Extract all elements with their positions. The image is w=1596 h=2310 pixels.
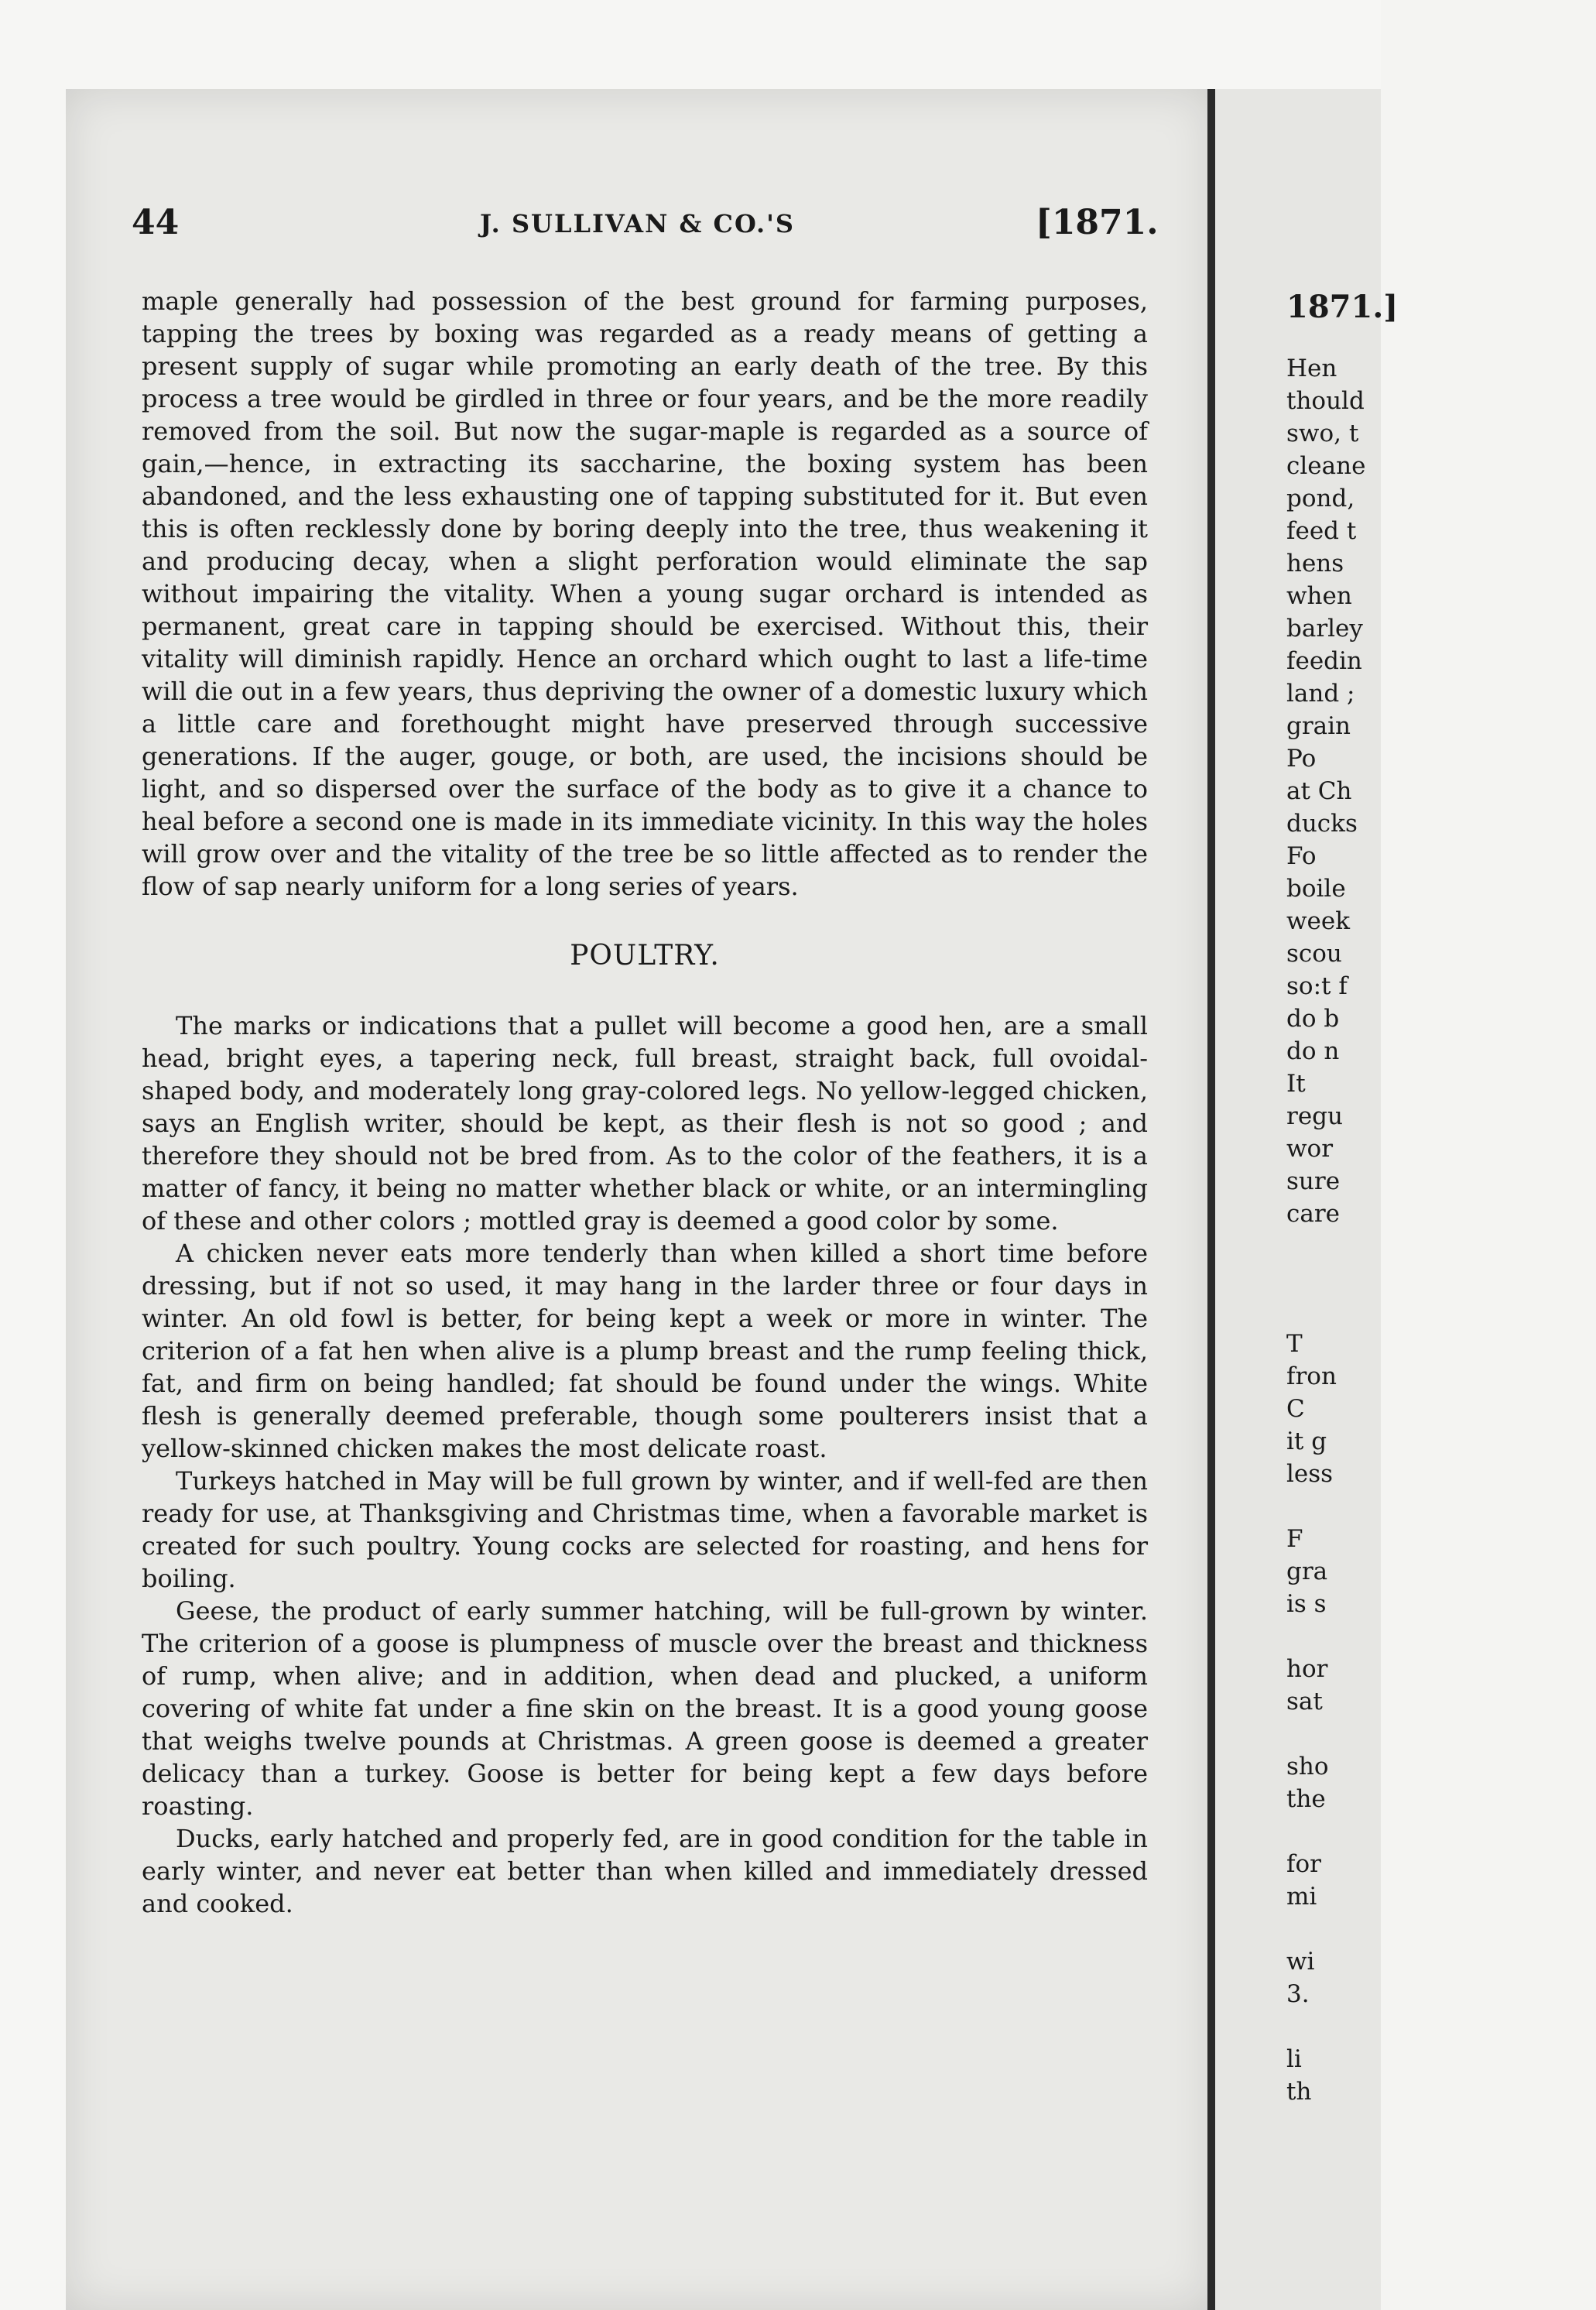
right-page-line: when: [1286, 582, 1352, 610]
right-page-line: [1286, 1815, 1365, 1848]
right-page-line: [1286, 1620, 1365, 1653]
right-page-line: thould: [1286, 387, 1365, 415]
right-page-line: less: [1286, 1460, 1334, 1488]
right-page-line: [1286, 1295, 1365, 1328]
body-text: [142, 285, 1148, 1920]
right-page-line: so:t f: [1286, 972, 1348, 1000]
right-page-line: T: [1286, 1330, 1303, 1358]
right-page-line: the: [1286, 1785, 1326, 1813]
right-page-line: grain: [1286, 712, 1351, 740]
right-page-line: Po: [1286, 745, 1317, 773]
right-page-line: week: [1286, 907, 1351, 935]
section-heading-poultry: POULTRY.: [570, 940, 720, 972]
right-page-line: land ;: [1286, 680, 1355, 708]
right-page-line: [1286, 2010, 1365, 2043]
right-page-line: sho: [1286, 1753, 1329, 1780]
paragraph-chicken: A chicken never eats more tenderly than when killed a short time before dressing, but if not so used, it may hang in the larder three or four days in winter. An old fowl is better, for being kept a week or more in winter. The criterion of a fat hen when alive is a plump breast and the rump feeling thick, fat, and firm on being handled; fat should be found under the wings. White flesh is generally deemed preferable, though some poulterers insist that a yellow-skinned chicken makes the most delicate roast.: [142, 1239, 1148, 1463]
right-page-line: [1286, 1263, 1365, 1295]
right-page-line: [1286, 1913, 1365, 1945]
right-page-line: mi: [1286, 1883, 1317, 1911]
header-year: [1871.: [1036, 203, 1159, 242]
right-page-line: do n: [1286, 1037, 1340, 1065]
right-page-line: boile: [1286, 875, 1346, 903]
right-page-line: is s: [1286, 1590, 1327, 1618]
right-page-line: Fo: [1286, 842, 1317, 870]
right-page-line: gra: [1286, 1558, 1328, 1585]
paragraph-turkeys: Turkeys hatched in May will be full grown by winter, and if well-fed are then ready for use, at Thanksgiving and Christmas time, when a favorable market is created for such poultry. Young cocks are selected for roasting, and hens for boiling.: [142, 1466, 1148, 1593]
right-page-line: feedin: [1286, 647, 1362, 675]
right-page-line: Hen: [1286, 355, 1337, 382]
right-page-line: sat: [1286, 1688, 1323, 1715]
right-page-line: [1286, 1718, 1365, 1750]
right-page-line: do b: [1286, 1005, 1340, 1033]
paragraph-ducks: Ducks, early hatched and properly fed, are in good condition for the table in early winter, and never eat better than when killed and immediately dressed and cooked.: [142, 1824, 1148, 1918]
right-page-line: scou: [1286, 940, 1342, 968]
paragraph-pullet: The marks or indications that a pullet will become a good hen, are a small head, bright eyes, a tapering neck, full breast, straight back, full ovoidal-shaped body, and moderately long gray-colored legs. No yellow-legged chicken, says an English writer, should be kept, as their flesh is not so good ; and therefore they should not be bred from. As to the color of the feathers, it is a matter of fancy, it being no matter whether black or white, or an intermingling of these and other colors ; mottled gray is deemed a good color by some.: [142, 1011, 1148, 1236]
right-page-year: 1871.]: [1286, 289, 1399, 325]
right-page-line: at Ch: [1286, 777, 1352, 805]
right-page-line: regu: [1286, 1102, 1343, 1130]
right-page-line: it g: [1286, 1427, 1327, 1455]
right-page-line: cleane: [1286, 452, 1366, 480]
right-page-lines: [1286, 352, 1365, 2108]
right-page-line: li: [1286, 2045, 1302, 2073]
right-page-line: 3.: [1286, 1980, 1310, 2008]
right-page-line: [1286, 1490, 1365, 1523]
right-page-line: wor: [1286, 1135, 1334, 1163]
page-header: [132, 203, 1159, 249]
running-title: J. SULLIVAN & CO.'S: [480, 209, 796, 238]
right-page-line: It: [1286, 1070, 1306, 1098]
paragraph-geese: Geese, the product of early summer hatching, will be full-grown by winter. The criterion of a goose is plumpness of muscle over the breast and thickness of rump, when alive; and in addition, when dead and plucked, a uniform covering of white fat under a fine skin on the breast. It is a good young goose that weighs twelve pounds at Christmas. A green goose is deemed a greater delicacy than a turkey. Goose is better for being kept a few days before roasting.: [142, 1596, 1148, 1821]
right-page-line: sure: [1286, 1167, 1341, 1195]
right-page-line: C: [1286, 1395, 1305, 1423]
right-page-line: ducks: [1286, 810, 1358, 838]
book-gutter: [1207, 89, 1215, 2310]
right-page-line: [1286, 1230, 1365, 1263]
right-page-line: F: [1286, 1525, 1303, 1553]
right-page: [1215, 89, 1399, 2310]
right-page-line: pond,: [1286, 485, 1355, 512]
right-page-line: barley: [1286, 615, 1363, 643]
paragraph-maple: maple generally had possession of the best ground for farming purposes, tapping the trees by boxing was regarded as a ready means of getting a present supply of sugar while promoting an early death of the tree. By this process a tree would be girdled in three or four years, and be the more readily removed from the soil. But now the sugar-maple is regarded as a source of gain,—hence, in extracting its saccharine, the boxing system has been abandoned, and the less exhausting one of tapping substituted for it. But even this is often recklessly done by boring deeply into the tree, thus weakening it and producing decay, when a slight perforation would eliminate the sap without impairing the vitality. When a young sugar orchard is intended as permanent, great care in tapping should be exercised. Without this, their vitality will diminish rapidly. Hence an orchard which ought to last a life-time will die out in a few years, thus depriving the owner of a domestic luxury which a little care and forethought might have preserved through successive generations. If the auger, gouge, or both, are used, the incisions should be light, and so dispersed over the surface of the body as to give it a chance to heal before a second one is made in its immediate vicinity. In this way the holes will grow over and the vitality of the tree be so little affected as to render the flow of sap nearly uniform for a long series of years.: [142, 286, 1148, 901]
right-page-line: hor: [1286, 1655, 1328, 1683]
right-page-line: swo, t: [1286, 420, 1359, 447]
right-page-line: care: [1286, 1200, 1341, 1228]
right-page-line: feed t: [1286, 517, 1357, 545]
right-page-line: th: [1286, 2078, 1312, 2106]
page-number: 44: [132, 203, 180, 242]
right-page-line: for: [1286, 1850, 1321, 1878]
right-page-line: wi: [1286, 1948, 1315, 1976]
right-page-line: fron: [1286, 1362, 1337, 1390]
right-page-line: hens: [1286, 550, 1344, 578]
